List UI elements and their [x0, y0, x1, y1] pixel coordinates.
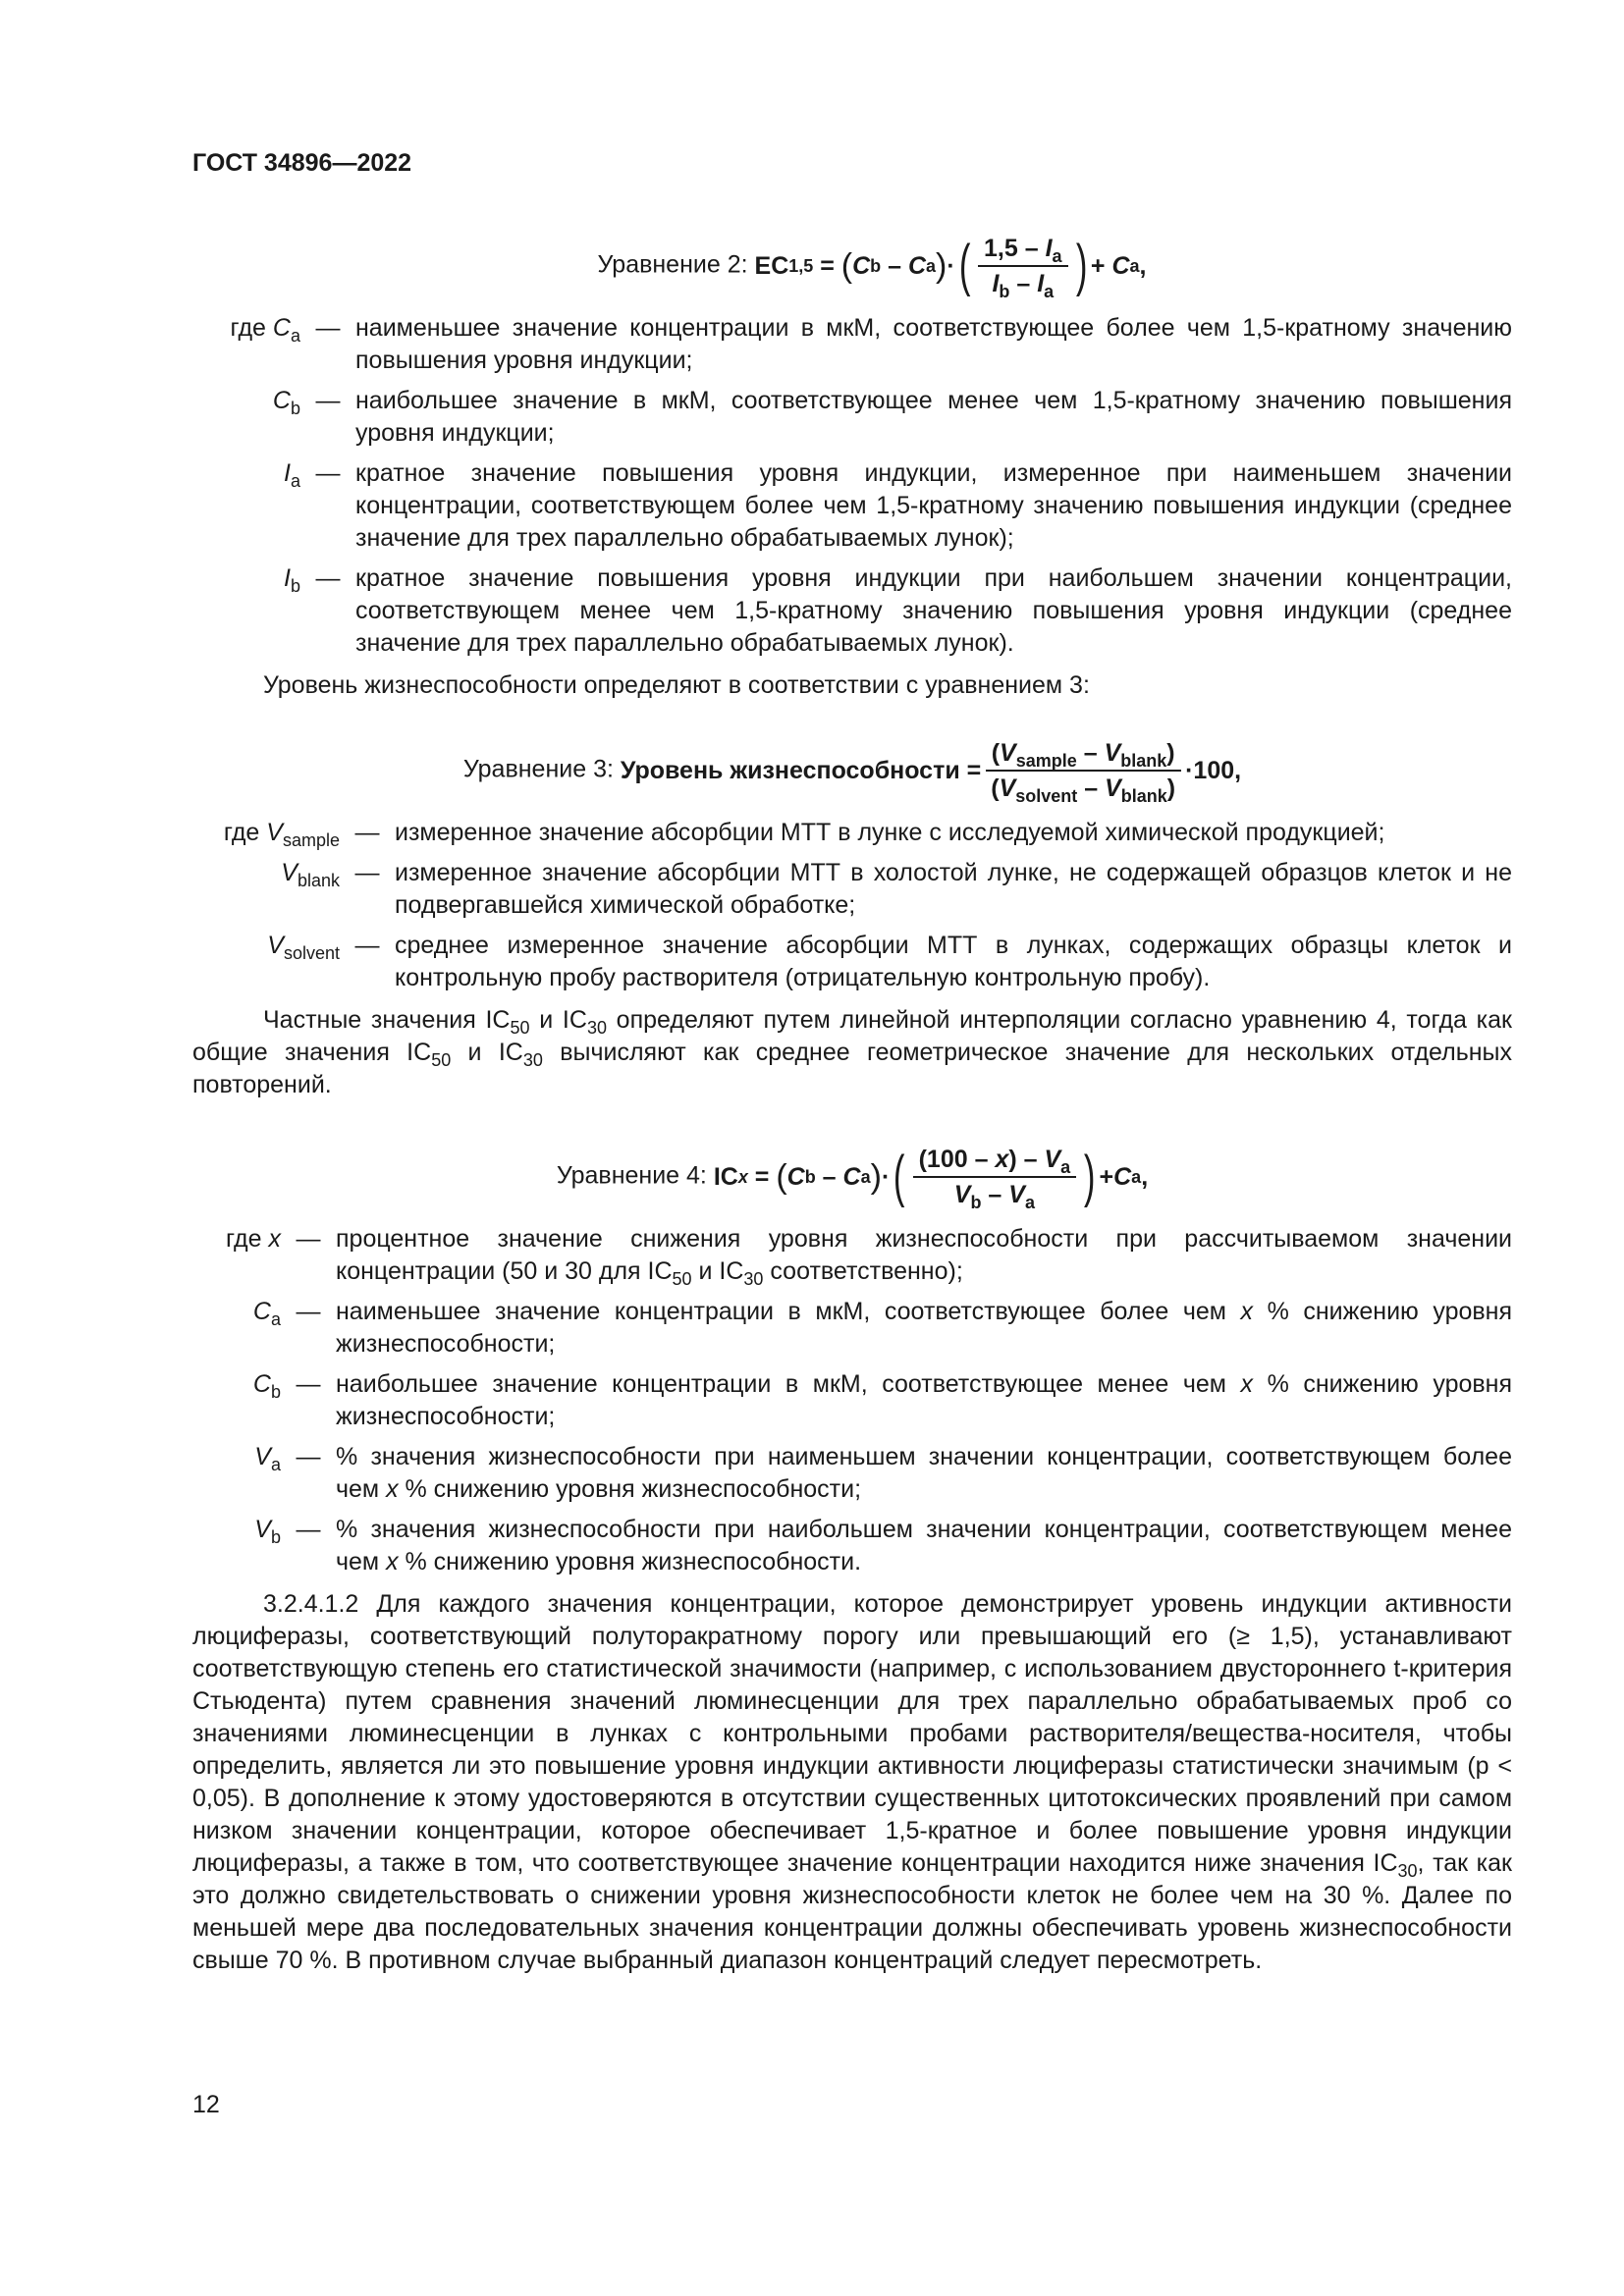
def-description: процентное значение снижения уровня жизнеспособности при рассчитываемом значении концентрации (50 и 30 для $IC_{50}$ и $IC_{30}$ соответственно);	[336, 1225, 1512, 1289]
def-description: наименьшее значение концентрации в мкМ, соответствующее более чем x % снижению уровня жизнеспособности;	[336, 1298, 1513, 1358]
def-description: кратное значение повышения уровня индукции при наибольшем значении концентрации, соответствующем менее чем 1,5-кратному значению повышения уровня индукции (среднее значение для трех параллельно обрабатываемых лунок).	[355, 564, 1512, 657]
eq2-lhs: EC	[754, 251, 789, 280]
def-symbol: $V_a$	[254, 1443, 281, 1474]
def-symbol: $V_b$	[254, 1516, 281, 1547]
def-symbol: где $C_a$	[230, 314, 300, 346]
def-description: наименьшее значение концентрации в мкМ, соответствующее более чем 1,5-кратному значению повышения уровня индукции;	[355, 314, 1512, 374]
viability-intro: Уровень жизнеспособности определяют в соответствии с уравнением 3:	[263, 671, 1090, 699]
equation-2	[192, 234, 1512, 301]
def-description: % значения жизнеспособности при наибольшем значении концентрации, соответствующем менее чем x % снижению уровня жизнеспособности.	[336, 1516, 1512, 1575]
ic-paragraph: Частные значения $IC_{50}$ и $IC_{30}$ определяют путем линейной интерполяции согласно уравнению 4, тогда как общие значения $IC_{50}$ и $IC_{30}$ вычисляют как среднее геометрическое значение для нескольких отдельных повторений.	[192, 1006, 1512, 1098]
eq3-lhs: Уровень жизнеспособности =	[620, 756, 982, 784]
def-description: измеренное значение абсорбции МТТ в холостой лунке, не содержащей образцов клеток и не подвергавшейся химической обработке;	[395, 859, 1512, 919]
equation-3-label: Уравнение 3:	[462, 755, 614, 783]
equation-3	[192, 738, 1512, 806]
def-description: среднее измеренное значение абсорбции МТТ в лунках, содержащих образцы клеток и контрольную пробу растворителя (отрицательную контрольную пробу).	[395, 932, 1512, 991]
section-3-2-4-1-2-paragraph: 3.2.4.1.2 Для каждого значения концентрации, которое демонстрирует уровень индукции активности люциферазы, соответствующий полуторакратному порогу или превышающий его (≥ 1,5), устанавливают соответствующую степень его статистической значимости (например, с использованием двустороннего t-критерия Стьюдента) путем сравнения значений люминесценции для трех параллельно обрабатываемых проб со значениями люминесценции в лунках с контрольными пробами растворителя/вещества-носителя, чтобы определить, является ли это повышение уровня индукции активности люциферазы статистически значимым (p < 0,05). В дополнение к этому удостоверяются в отсутствии существенных цитотоксических проявлений при самом низком значении концентрации, которое обеспечивает 1,5-кратное и более повышение уровня индукции люциферазы, а также в том, что соответствующее значение концентрации находится ниже значения $IC_{30}$, так как это должно свидетельствовать о снижении уровня жизнеспособности клеток не более чем на 30 %. Далее по меньшей мере два последовательных значения концентрации должны обеспечивать уровень жизнеспособности свыше 70 %. В противном случае выбранный диапазон концентраций следует пересмотреть.	[192, 1590, 1512, 1974]
eq4-lhs: IC	[713, 1162, 738, 1191]
equation-3-formula: Уровень жизнеспособности = $\frac{(V_{sample} - V_{blank})}{(V_{solvent} - V_{blank})}$ ·100,	[620, 739, 1242, 806]
def-description: % значения жизнеспособности при наименьшем значении концентрации, соответствующем более чем x % снижению уровня жизнеспособности;	[336, 1443, 1512, 1503]
equation-4-block	[192, 1145, 1512, 1977]
def-symbol: $V_{solvent}$	[267, 932, 340, 963]
def-symbol: где $V_{sample}$	[223, 819, 340, 850]
equation-2-formula: EC 1,5 = ( C b – C a ) · ( $\frac{1,5 - I_a}{I_b - I_a}$ ) + C a ,	[754, 234, 1147, 301]
equation-4-label: Уравнение 4:	[556, 1161, 707, 1190]
equation-4	[192, 1145, 1512, 1212]
def-symbol: $C_b$	[252, 1370, 281, 1402]
def-symbol: $C_a$	[252, 1298, 281, 1329]
def-symbol: $I_b$	[284, 564, 300, 596]
def-description: кратное значение повышения уровня индукции, измеренное при наименьшем значении концентрации, соответствующем более чем 1,5-кратному значению повышения индукции (среднее значение для трех параллельно обрабатываемых лунок);	[355, 459, 1512, 552]
def-symbol: где x	[226, 1225, 281, 1253]
def-description: наибольшее значение в мкМ, соответствующее менее чем 1,5-кратному значению повышения уровня индукции;	[355, 387, 1512, 447]
equation-2-label: Уравнение 2:	[597, 250, 748, 279]
def-symbol: $V_{blank}$	[281, 859, 340, 890]
equation-4-formula: IC x = ( C b – C a ) · ( $\frac{(100 - x) - V_a}{V_b - V_a}$ ) + C a ,	[713, 1145, 1149, 1212]
page-number: 12	[192, 2091, 220, 2118]
def-symbol: $C_b$	[272, 387, 300, 418]
equation-4-definitions: где x — процентное значение снижения уровня жизнеспособности при рассчитываемом значении концентрации (50 и 30 для $IC_{50}$ и $IC_{30}$ соответственно); $C_a$ — наименьшее значение концентрации в мкМ, соответствующее более чем x % снижению уровня жизнеспособности; $C_b$ — наибольшее значение концентрации в мкМ, соответствующее менее чем x % снижению уровня жизнеспособности; $V_a$ — % значения жизнеспособности при наименьшем значении концентрации, соответствующем более чем x % снижению уровня жизнеспособности; $V_b$ — % значения жизнеспособности при наибольшем значении концентрации, соответствующем менее чем x % снижению уровня жизнеспособности.	[192, 1223, 1512, 1578]
equation-3-block	[192, 738, 1512, 1101]
def-description: наибольшее значение концентрации в мкМ, соответствующее менее чем x % снижению уровня жизнеспособности;	[336, 1370, 1513, 1430]
eq2-tail: + C	[1090, 251, 1130, 280]
equation-3-definitions: где $V_{sample}$ — измеренное значение абсорбции МТТ в лунке с исследуемой химической продукцией; $V_{blank}$ — измеренное значение абсорбции МТТ в холостой лунке, не содержащей образцов клеток и не подвергавшейся химической обработке; $V_{solvent}$ — среднее измеренное значение абсорбции МТТ в лунках, содержащих образцы клеток и контрольную пробу растворителя (отрицательную контрольную пробу).	[192, 817, 1512, 994]
def-description: измеренное значение абсорбции МТТ в лунке с исследуемой химической продукцией;	[395, 819, 1385, 846]
equation-2-definitions: где $C_a$ — наименьшее значение концентрации в мкМ, соответствующее более чем 1,5-кратному значению повышения уровня индукции; $C_b$ — наибольшее значение в мкМ, соответствующее менее чем 1,5-кратному значению повышения уровня индукции; $I_a$ — кратное значение повышения уровня индукции, измеренное при наименьшем значении концентрации, соответствующем более чем 1,5-кратному значению повышения индукции (среднее значение для трех параллельно обрабатываемых лунок); $I_b$ — кратное значение повышения уровня индукции при наибольшем значении концентрации, соответствующем менее чем 1,5-кратному значению повышения уровня индукции (среднее значение для трех параллельно обрабатываемых лунок).	[192, 312, 1512, 660]
equation-2-block	[192, 234, 1512, 702]
document-header: ГОСТ 34896—2022	[192, 149, 412, 177]
def-symbol: $I_a$	[284, 459, 300, 491]
eq3-tail: ·100,	[1185, 756, 1242, 784]
